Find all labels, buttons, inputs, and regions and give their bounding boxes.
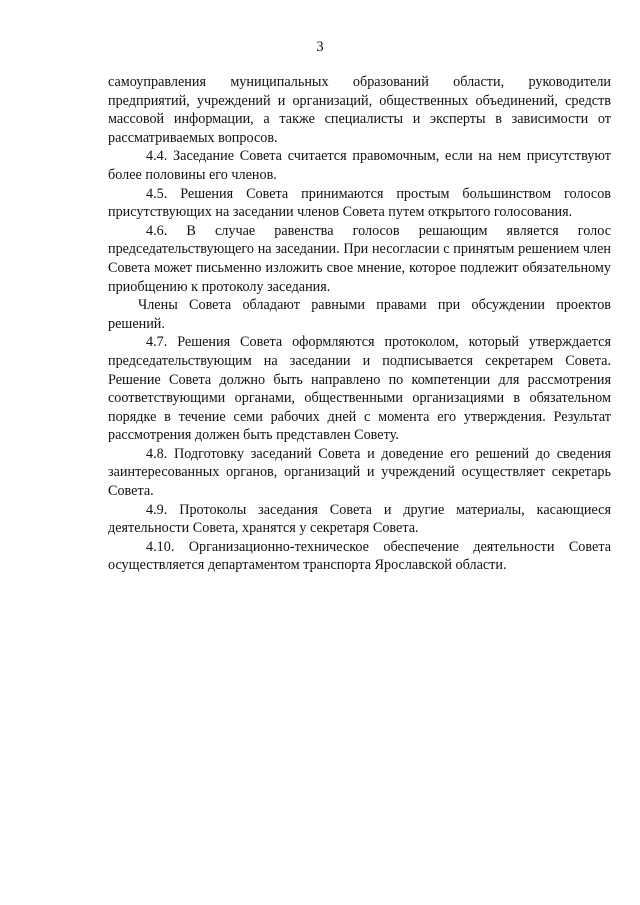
paragraph-4-8: 4.8. Подготовку заседаний Совета и доведение его решений до сведения заинтересованных органов, организаций и учреждений осуществляет секретарь Совета. xyxy=(108,445,611,500)
paragraph-4-10: 4.10. Организационно-техническое обеспечение деятельности Совета осуществляется департаментом транспорта Ярославской области. xyxy=(108,538,611,574)
paragraph-continuation: самоуправления муниципальных образований области, руководители предприятий, учреждений и организаций, общественных объединений, средств массовой информации, а также специалисты и эксперты в зависимости от рассматриваемых вопросов. xyxy=(108,74,611,146)
document-body xyxy=(108,73,611,575)
page-number: 3 xyxy=(316,39,324,55)
paragraph-4-7: 4.7. Решения Совета оформляются протоколом, который утверждается председательствующим на заседании и подписывается секретарем Совета. Решение Совета должно быть направлено по компетенции для рассмотрения соответствующими органами, общественными организациями в обязательном порядке в течение семи рабочих дней с момента его утверждения. Результат рассмотрения должен быть представлен Совету. xyxy=(108,334,611,444)
paragraph-4-4: 4.4. Заседание Совета считается правомочным, если на нем присутствуют более половины его членов. xyxy=(108,148,611,183)
paragraph-members-rights: Члены Совета обладают равными правами при обсуждении проектов решений. xyxy=(108,297,611,332)
paragraph-4-9: 4.9. Протоколы заседания Совета и другие материалы, касающиеся деятельности Совета, хранятся у секретаря Совета. xyxy=(108,501,611,537)
paragraph-4-5: 4.5. Решения Совета принимаются простым большинством голосов присутствующих на заседании членов Совета путем открытого голосования. xyxy=(108,185,611,221)
paragraph-4-6: 4.6. В случае равенства голосов решающим является голос председательствующего на заседании. При несогласии с принятым решением член Совета может письменно изложить свое мнение, которое подлежит обязательному приобщению к протоколу заседания. xyxy=(108,222,611,295)
